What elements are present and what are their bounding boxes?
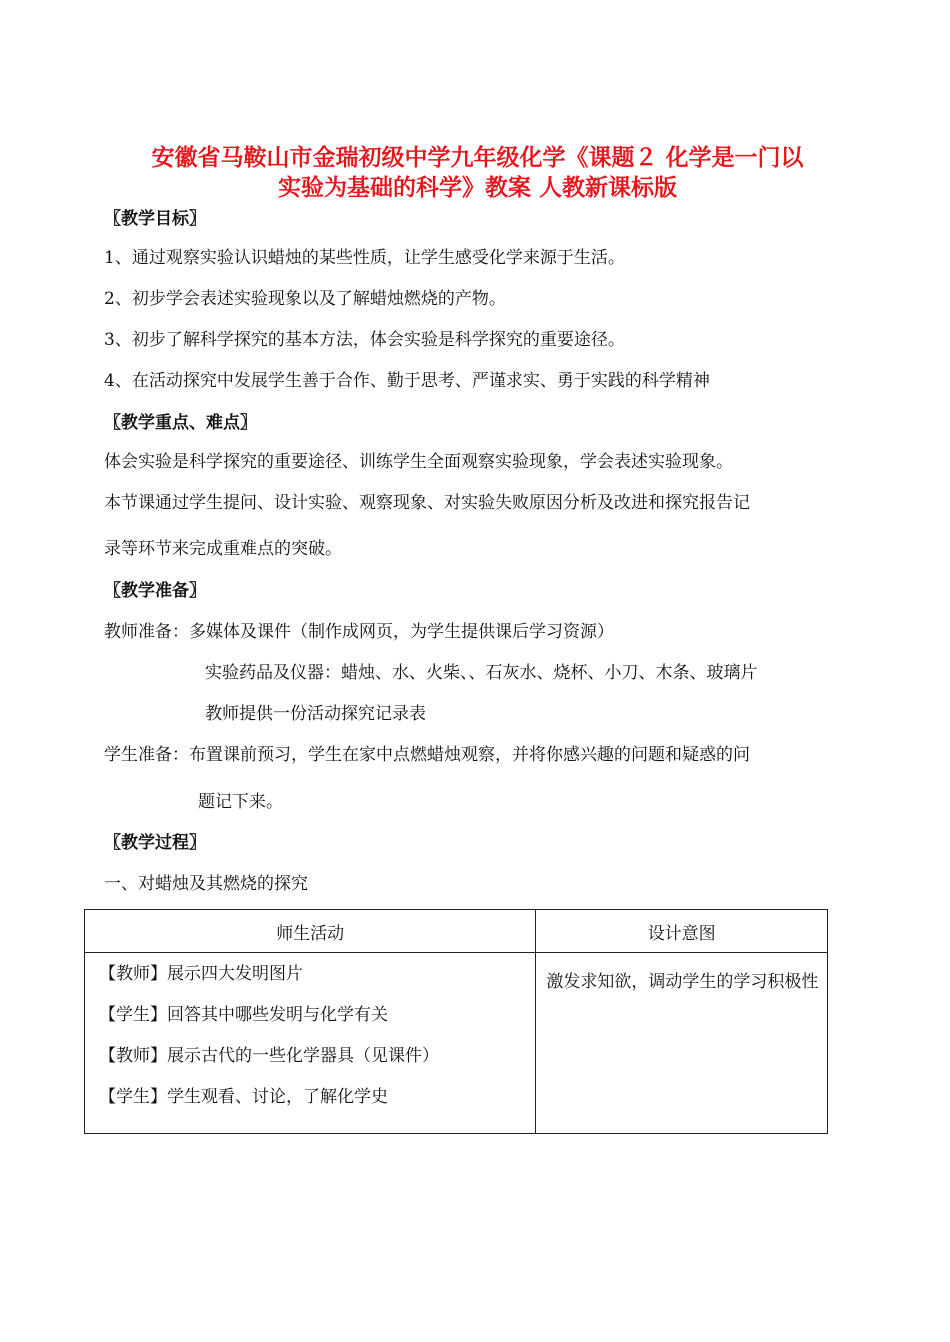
objective-item-2: 2、初步学会表述实验现象以及了解蜡烛燃烧的产物。	[104, 289, 506, 309]
objective-item-4: 4、在活动探究中发展学生善于合作、勤于思考、严谨求实、勇于实践的科学精神	[104, 371, 710, 391]
activity-line-1: 【教师】展示四大发明图片	[99, 964, 303, 984]
teacher-prep-line-1: 教师准备：多媒体及课件（制作成网页，为学生提供课后学习资源）	[104, 622, 614, 642]
table-header-row	[85, 910, 828, 953]
process-subheading: 一、对蜡烛及其燃烧的探究	[104, 874, 308, 894]
intent-cell	[536, 953, 828, 1134]
key-points-para-2-line-2: 录等环节来完成重难点的突破。	[104, 539, 342, 559]
teacher-prep-line-2: 实验药品及仪器：蜡烛、水、火柴、、石灰水、烧杯、小刀、木条、玻璃片	[205, 663, 758, 683]
objective-item-3: 3、初步了解科学探究的基本方法，体会实验是科学探究的重要途径。	[104, 330, 625, 350]
key-points-para-1: 体会实验是科学探究的重要途径、训练学生全面观察实验现象，学会表述实验现象。	[104, 452, 733, 472]
teacher-prep-line-3: 教师提供一份活动探究记录表	[205, 704, 426, 724]
header-intent: 设计意图	[536, 910, 828, 953]
table-row	[85, 953, 828, 1134]
objective-item-1: 1、通过观察实验认识蜡烛的某些性质，让学生感受化学来源于生活。	[104, 248, 625, 268]
activity-line-2: 【学生】回答其中哪些发明与化学有关	[99, 1005, 388, 1025]
student-prep-line-2: 题记下来。	[198, 792, 283, 812]
intent-text: 激发求知欲，调动学生的学习积极性	[546, 972, 819, 992]
activity-line-3: 【教师】展示古代的一些化学器具（见课件）	[99, 1046, 439, 1066]
activity-line-4: 【学生】学生观看、讨论，了解化学史	[99, 1087, 388, 1107]
title-line-2: 实验为基础的科学》教案 人教新课标版	[277, 175, 677, 201]
title-line-1: 安徽省马鞍山市金瑞初级中学九年级化学《课题２ 化学是一门以	[151, 145, 804, 171]
student-prep-line-1: 学生准备：布置课前预习，学生在家中点燃蜡烛观察，并将你感兴趣的问题和疑惑的问	[104, 745, 750, 765]
activities-cell	[85, 953, 536, 1134]
process-heading: 〖教学过程〗	[104, 833, 206, 853]
header-activities: 师生活动	[85, 910, 536, 953]
objectives-heading: 〖教学目标〗	[104, 209, 206, 229]
key-points-heading: 〖教学重点、难点〗	[104, 413, 257, 433]
process-table	[84, 909, 828, 1134]
key-points-para-2-line-1: 本节课通过学生提问、设计实验、观察现象、对实验失败原因分析及改进和探究报告记	[104, 493, 750, 513]
preparation-heading: 〖教学准备〗	[104, 581, 206, 601]
